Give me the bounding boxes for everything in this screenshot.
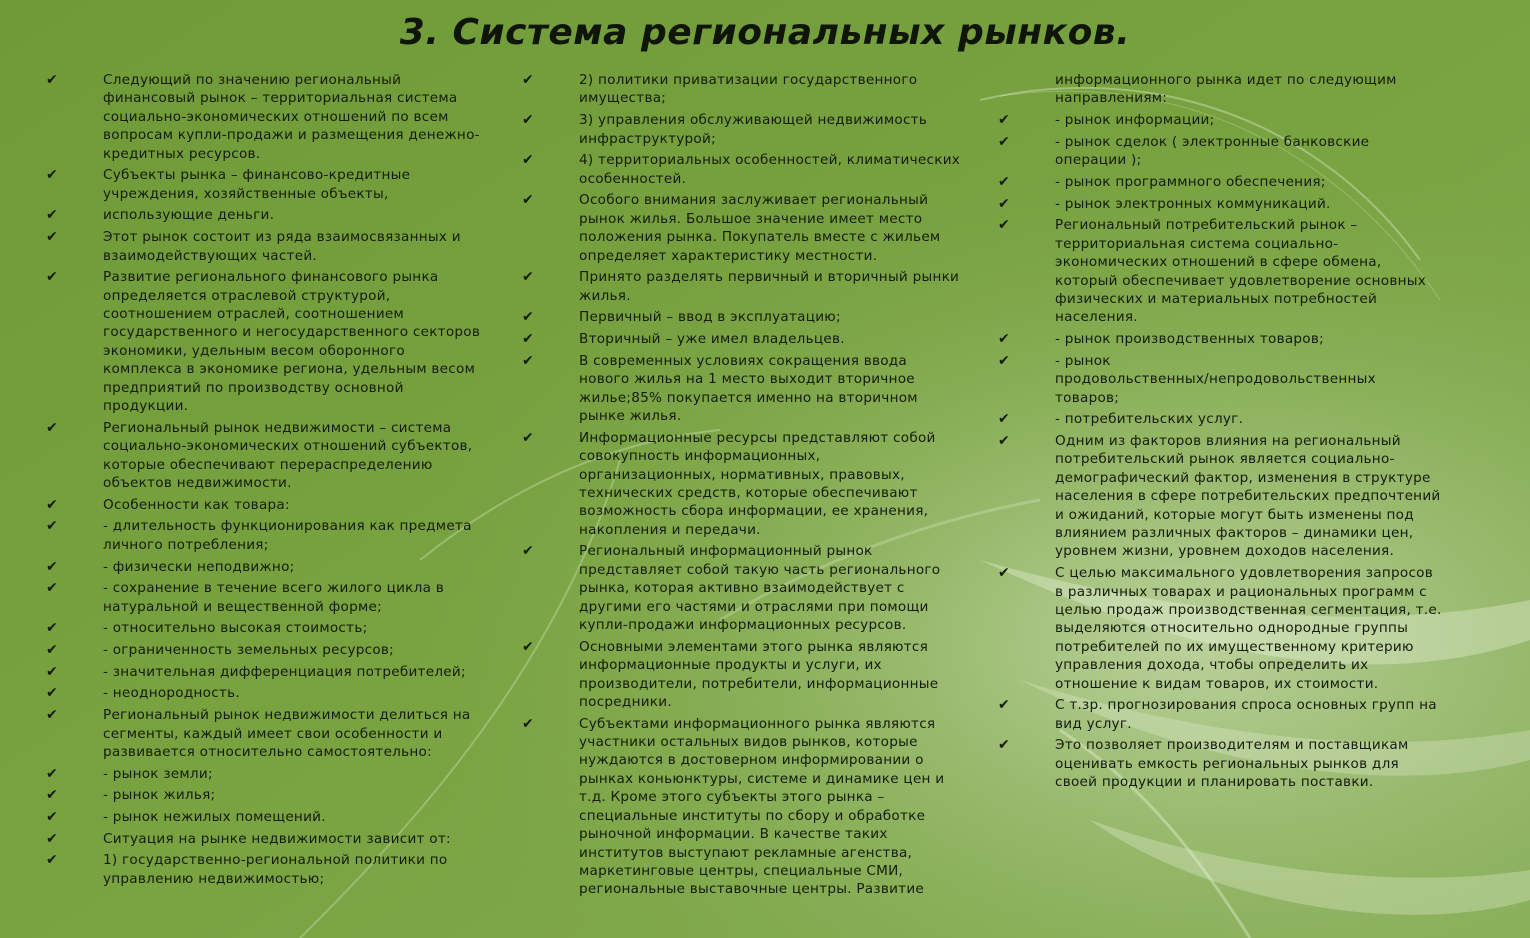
check-mark-icon: ✔ — [46, 620, 58, 637]
list-item-text: Особого внимания заслуживает региональный рынок жилья. Большое значение имеет место положения рынка. Покупатель вместе с жильем определяет характеристику местности. — [579, 192, 941, 264]
list-item — [46, 619, 518, 637]
check-mark-icon: ✔ — [46, 419, 58, 436]
check-mark-icon: ✔ — [46, 580, 58, 597]
list-item-text: - относительно высокая стоимость; — [103, 620, 368, 637]
list-item — [46, 765, 518, 783]
check-mark-icon: ✔ — [522, 269, 534, 286]
check-mark-icon: ✔ — [46, 830, 58, 847]
list-item — [522, 111, 1000, 148]
list-item — [46, 851, 518, 888]
check-mark-icon: ✔ — [998, 112, 1010, 129]
column-1 — [46, 71, 518, 892]
list-item-text: - рынок программного обеспечения; — [1055, 173, 1326, 190]
list-item-text: - значительная дифференциация потребителей; — [103, 663, 466, 680]
list-item — [998, 410, 1474, 428]
list-item — [46, 496, 518, 514]
check-mark-icon: ✔ — [522, 429, 534, 446]
check-mark-icon: ✔ — [998, 331, 1010, 348]
list-item-text: Ситуация на рынке недвижимости зависит от: — [103, 830, 451, 847]
list-item — [46, 786, 518, 804]
list-item-text: использующие деньги. — [103, 207, 275, 224]
list-item-text: С т.зр. прогнозирования спроса основных групп на вид услуг. — [1055, 697, 1437, 732]
list-item — [522, 429, 1000, 539]
check-mark-icon: ✔ — [998, 411, 1010, 428]
list-item-text: Принято разделять первичный и вторичный рынки жилья. — [579, 269, 960, 304]
check-mark-icon: ✔ — [46, 852, 58, 869]
check-mark-icon: ✔ — [522, 192, 534, 209]
list-item — [998, 173, 1474, 191]
list-item — [46, 663, 518, 681]
list-item-text: - рынок нежилых помещений. — [103, 809, 326, 826]
check-mark-icon: ✔ — [46, 663, 58, 680]
list-item-text: Это позволяет производителям и поставщикам оценивать емкость региональных рынков для своей продукции и планировать поставки. — [1055, 737, 1409, 791]
check-mark-icon: ✔ — [522, 543, 534, 560]
list-item-text: Одним из факторов влияния на региональный потребительский рынок является социально- демографический фактор, изменения в структуре населения в сфере потребительских предпочтений и ожиданий, которые могут быть изменены под влиянием различных факторов – динамики цен, уровнем жизни, уровнем доходов населения. — [1055, 432, 1441, 560]
list-item — [998, 352, 1474, 407]
list-item-text: - рынок производственных товаров; — [1055, 331, 1324, 348]
list-item — [46, 268, 518, 415]
list-item — [46, 558, 518, 576]
list-item-text: Этот рынок состоит из ряда взаимосвязанных и взаимодействующих частей. — [103, 229, 461, 264]
list-item — [522, 268, 1000, 305]
check-mark-icon: ✔ — [46, 229, 58, 246]
list-item — [522, 308, 1000, 326]
list-item-text: - неоднородность. — [103, 685, 240, 702]
list-item — [998, 195, 1474, 213]
check-mark-icon: ✔ — [46, 518, 58, 535]
check-mark-icon: ✔ — [46, 809, 58, 826]
list-item-text: Региональный рынок недвижимости делиться на сегменты, каждый имеет свои особенности и развивается относительно самостоятельно: — [103, 707, 471, 760]
check-mark-icon: ✔ — [998, 565, 1010, 582]
list-item-text: Следующий по значению региональный финансовый рынок – территориальная система социально-экономических отношений по всем вопросам купли-продажи и размещения денежно- кредитных ресурсов. — [103, 72, 480, 162]
list-item — [998, 71, 1474, 108]
check-mark-icon: ✔ — [46, 558, 58, 575]
list-item-text: - ограниченность земельных ресурсов; — [103, 642, 394, 659]
list-item-text: - рынок жилья; — [103, 787, 216, 804]
list-item-text: - физически неподвижно; — [103, 558, 295, 575]
list-item — [522, 330, 1000, 348]
page-title: 3. Система региональных рынков. — [399, 12, 1131, 53]
list-item — [46, 641, 518, 659]
check-mark-icon: ✔ — [46, 167, 58, 184]
list-item — [522, 71, 1000, 108]
check-mark-icon: ✔ — [46, 496, 58, 513]
list-item — [998, 133, 1474, 170]
check-mark-icon: ✔ — [998, 352, 1010, 369]
list-item-text: Основными элементами этого рынка являются информационные продукты и услуги, их производители, потребители, информационные посредники. — [579, 638, 939, 710]
check-mark-icon: ✔ — [46, 207, 58, 224]
list-item — [998, 696, 1474, 733]
list-item — [46, 206, 518, 224]
check-mark-icon: ✔ — [998, 133, 1010, 150]
list-item — [522, 542, 1000, 634]
list-item — [46, 579, 518, 616]
list-item — [998, 330, 1474, 348]
list-item-text: - длительность функционирования как предмета личного потребления; — [103, 518, 472, 553]
check-mark-icon: ✔ — [998, 697, 1010, 714]
list-item-text: Вторичный – уже имел владельцев. — [579, 331, 845, 348]
list-item-text: - рынок продовольственных/непродовольственных товаров; — [1055, 352, 1376, 406]
list-item — [998, 736, 1474, 791]
check-mark-icon: ✔ — [46, 72, 58, 88]
check-mark-icon: ✔ — [46, 642, 58, 659]
check-mark-icon: ✔ — [522, 352, 534, 369]
list-item — [46, 517, 518, 554]
list-item-text: информационного рынка идет по следующим направлениям: — [1055, 72, 1397, 107]
list-item — [46, 228, 518, 265]
list-item-text: Региональный потребительский рынок – территориальная система социально- экономических отношений в сфере обмена, который обеспечивает удовлетворение основных физических и материальных потребностей населения. — [1055, 217, 1427, 326]
check-mark-icon: ✔ — [46, 765, 58, 782]
list-item-text: - рынок земли; — [103, 765, 213, 782]
column-3 — [998, 71, 1474, 795]
list-item — [522, 151, 1000, 188]
list-item — [46, 419, 518, 493]
list-item — [998, 564, 1474, 693]
list-item-text: Особенности как товара: — [103, 496, 290, 513]
list-item-text: Региональный информационный рынок представляет собой такую часть регионального рынка, которая активно взаимодействует с другими его частями и отраслями при помощи купли-продажи информационных ресурсов. — [579, 543, 941, 634]
list-item — [46, 808, 518, 826]
list-item-text: С целью максимального удовлетворения запросов в различных товарах и рациональных программ с целью продаж производственная сегментация, т.е. выделяются относительно однородные группы потребителей по их имущественному критерию управления дохода, чтобы определить их отношение к видам товаров, их стоимости. — [1055, 565, 1442, 692]
list-item — [46, 166, 518, 203]
check-mark-icon: ✔ — [998, 217, 1010, 234]
list-item-text: Субъекты рынка – финансово-кредитные учреждения, хозяйственные объекты, — [103, 167, 411, 202]
list-item-text: 4) территориальных особенностей, климатических особенностей. — [579, 152, 961, 187]
list-item — [46, 706, 518, 761]
list-item-text: - рынок электронных коммуникаций. — [1055, 195, 1331, 212]
check-mark-icon: ✔ — [522, 309, 534, 326]
list-item-text: Региональный рынок недвижимости – система социально-экономических отношений субъектов, которые обеспечивают перераспределению объектов недвижимости. — [103, 419, 473, 492]
list-item-text: Информационные ресурсы представляют собой совокупность информационных, организационных, нормативных, правовых, технических средств, которые обеспечивают возможность сбора информации, ее хранения, накопления и передачи. — [579, 429, 936, 538]
check-mark-icon: ✔ — [46, 787, 58, 804]
list-item — [522, 638, 1000, 712]
list-item-text: В современных условиях сокращения ввода нового жилья на 1 место выходит вторичное жилье;85% покупается именно на вторичном рынке жилья. — [579, 352, 918, 424]
list-item-text: - сохранение в течение всего жилого цикла в натуральной и вещественной форме; — [103, 580, 444, 615]
list-item-text: - потребительских услуг. — [1055, 411, 1244, 428]
list-item-text: Развитие регионального финансового рынка определяется отраслевой структурой, соотношением отраслей, соотношением государственного и негосударственного секторов экономики, удельным весом оборонного комплекса в экономике региона, удельным весом предприятий по производству основной продукции. — [103, 269, 481, 415]
check-mark-icon: ✔ — [522, 331, 534, 348]
list-item-text: 1) государственно-региональной политики по управлению недвижимостью; — [103, 852, 448, 887]
list-item-text: Субъектами информационного рынка являются участники остальных видов рынков, которые нуждаются в достоверном информировании о рынках коньюнктуры, системе и динамике цен и т.д. Кроме этого субъекты этого рынка – специальные институты по сбору и обработке рыночной информации. В качестве таких институтов выступают рекламные агенства, маркетинговые центры, специальные СМИ, региональные выставочные центры. Развитие — [579, 715, 945, 898]
list-item-text: 3) управления обслуживающей недвижимость инфраструктурой; — [579, 112, 928, 147]
check-mark-icon: ✔ — [998, 737, 1010, 754]
column-2 — [522, 71, 1000, 902]
list-item-text: - рынок сделок ( электронные банковские операции ); — [1055, 133, 1370, 169]
list-item — [998, 216, 1474, 326]
list-item-text: Первичный – ввод в эксплуатацию; — [579, 309, 841, 326]
check-mark-icon: ✔ — [522, 638, 534, 655]
check-mark-icon: ✔ — [998, 432, 1010, 449]
check-mark-icon: ✔ — [46, 269, 58, 286]
list-item — [46, 684, 518, 702]
list-item-text: - рынок информации; — [1055, 112, 1215, 129]
check-mark-icon: ✔ — [46, 685, 58, 702]
list-item — [46, 71, 518, 163]
check-mark-icon: ✔ — [522, 715, 534, 732]
check-mark-icon: ✔ — [46, 707, 58, 724]
list-item-text: 2) политики приватизации государственного имущества; — [579, 72, 918, 107]
check-mark-icon: ✔ — [522, 112, 534, 129]
list-item — [522, 191, 1000, 265]
list-item — [522, 352, 1000, 426]
list-item — [998, 111, 1474, 129]
check-mark-icon: ✔ — [998, 173, 1010, 190]
list-item — [998, 432, 1474, 561]
list-item — [46, 830, 518, 848]
check-mark-icon: ✔ — [522, 72, 534, 88]
check-mark-icon: ✔ — [522, 152, 534, 169]
check-mark-icon: ✔ — [998, 195, 1010, 212]
list-item — [522, 715, 1000, 899]
